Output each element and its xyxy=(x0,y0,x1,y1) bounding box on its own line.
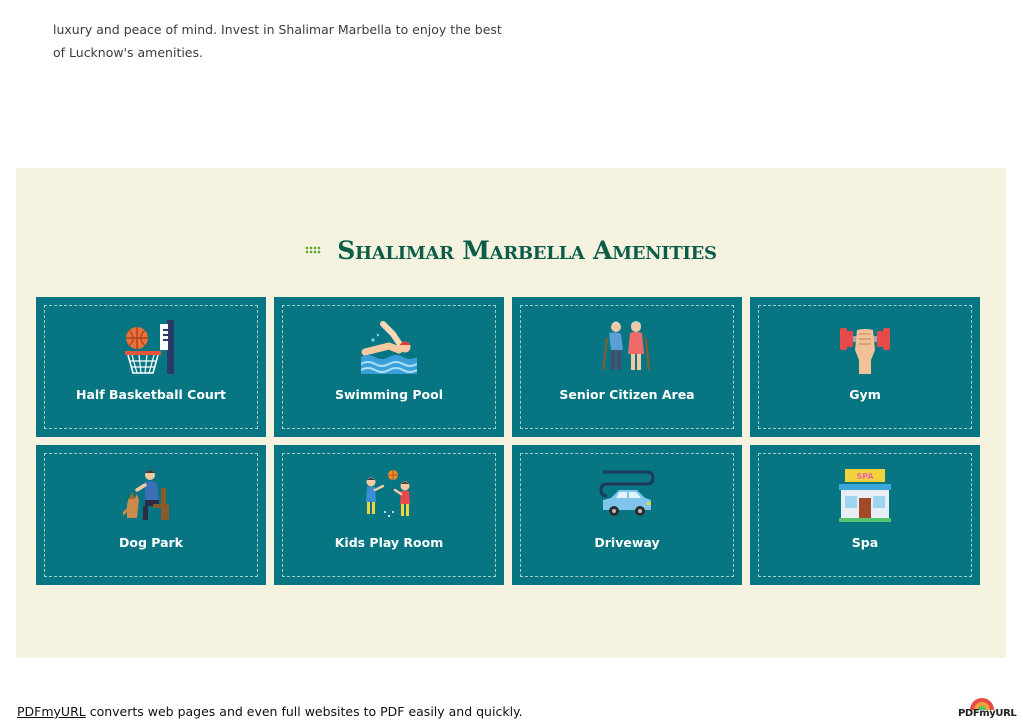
amenity-label: Driveway xyxy=(594,535,660,550)
amenity-label: Kids Play Room xyxy=(334,535,444,550)
amenities-grid xyxy=(36,297,980,585)
amenity-label: Swimming Pool xyxy=(335,387,443,402)
amenities-section xyxy=(16,168,1006,658)
dots-ornament-icon xyxy=(305,246,321,254)
spa-building-icon xyxy=(837,468,893,522)
svg-text:SPA: SPA xyxy=(856,472,874,481)
amenity-label: Spa xyxy=(851,535,879,550)
amenity-card-senior-citizen-area[interactable] xyxy=(512,297,742,437)
amenity-card-gym[interactable] xyxy=(750,297,980,437)
basketball-hoop-icon xyxy=(123,320,179,374)
amenity-card-dog-park[interactable] xyxy=(36,445,266,585)
amenity-card-spa[interactable] xyxy=(750,445,980,585)
intro-line-1: luxury and peace of mind. Invest in Shalimar Marbella to enjoy the best xyxy=(53,22,502,37)
amenity-card-kids-play-room[interactable] xyxy=(274,445,504,585)
amenity-label: Gym xyxy=(849,387,881,402)
amenity-card-swimming-pool[interactable] xyxy=(274,297,504,437)
kids-playing-icon xyxy=(361,468,417,522)
pdfmyurl-link[interactable]: PDFmyURL xyxy=(17,704,86,719)
amenities-heading xyxy=(16,230,1006,270)
dog-with-person-icon xyxy=(123,468,179,522)
amenity-label: Half Basketball Court xyxy=(76,387,226,402)
pdfmyurl-logo[interactable] xyxy=(958,698,1017,722)
elderly-couple-icon xyxy=(599,320,655,374)
intro-line-2: of Lucknow's amenities. xyxy=(53,45,203,60)
swimmer-icon xyxy=(361,320,417,374)
amenities-title: Shalimar Marbella Amenities xyxy=(337,235,717,265)
footer-note xyxy=(17,704,523,719)
car-road-icon xyxy=(599,468,655,522)
amenity-card-driveway[interactable] xyxy=(512,445,742,585)
intro-paragraph xyxy=(53,18,523,64)
amenity-label: Dog Park xyxy=(118,535,183,550)
amenity-label: Senior Citizen Area xyxy=(559,387,695,402)
logo-text: PDFmyURL xyxy=(958,708,1017,719)
footer-text: converts web pages and even full websites to PDF easily and quickly. xyxy=(85,704,523,719)
amenity-card-half-basketball-court[interactable] xyxy=(36,297,266,437)
dumbbell-icon xyxy=(837,320,893,374)
